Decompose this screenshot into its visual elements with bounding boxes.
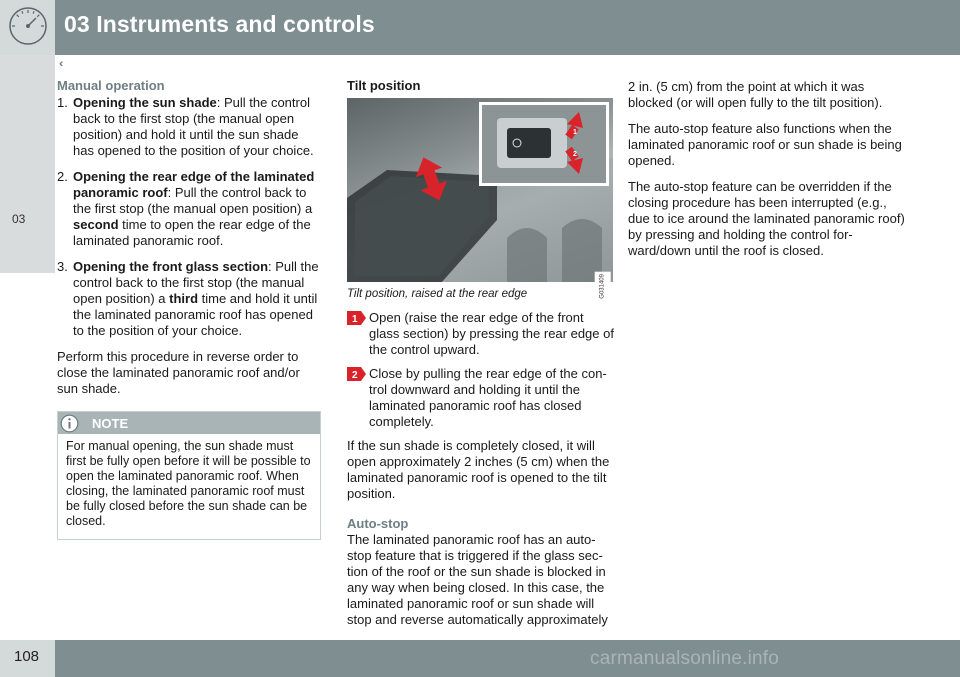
callout-2-icon [347,367,366,381]
column-manual-operation [57,78,319,540]
step-number: 3. [57,259,68,274]
callout-text: Open (raise the rear edge of the front glass section) by pressing the rear edge of the control upward. [369,310,614,357]
page-number: 108 [14,648,40,665]
figure-caption: Tilt position, raised at the rear edge [347,288,528,300]
step-text: : Pull the control back to the first stop (the manual open position) and hold it until the sun shade has opened to the position of your choice. [73,95,314,158]
svg-text:2: 2 [573,151,577,158]
step-number: 2. [57,169,68,184]
step-text: time to open the rear edge of the laminated panoramic roof. [73,217,311,248]
callout-item [347,366,615,430]
continued-paragraph: 2 in. (5 cm) from the point at which it was blocked (or will open fully to the tilt position). [628,79,883,110]
override-paragraph: The auto-stop feature can be overridden if the closing procedure has been interrupted (e.g., due to ice around the laminated panoramic roof) by pressing and holding the control for-ward/down until the roof is closed. [628,179,905,258]
note-label: NOTE [92,416,129,431]
autostop-opening-paragraph: The auto-stop feature also functions when the laminated panoramic roof or sun shade is being opened. [628,121,902,168]
chapter-sidebar [0,55,55,273]
step-title: Opening the front glass section [73,259,269,274]
steps-list [57,95,319,339]
step-text: : Pull the control back to the first stop (the manual open position) a [73,259,319,306]
list-item [57,95,319,159]
step-title: Opening the rear edge of the laminated panoramic roof [73,169,315,200]
heading-manual-operation: Manual operation [57,78,165,93]
heading-auto-stop: Auto-stop [347,516,409,531]
roof-illustration [347,98,613,282]
svg-text:2: 2 [352,370,358,381]
autostop-paragraph: The laminated panoramic roof has an auto-stop feature that is triggered if the glass sec-tion of the roof or the sun shade is blocked in any way when being closed. In this case, the laminated panoramic roof or sun shade will stop and reverse automatically approximately [347,532,608,627]
step-text: : Pull the control back to the first stop (the manual open position) a [73,185,313,216]
callout-text: Close by pulling the rear edge of the con-trol downward and holding it until the laminated panoramic roof has closed completely. [369,366,607,429]
info-icon [60,414,79,433]
page-footer [0,640,960,677]
sidebar-chapter-number: 03 [12,212,26,226]
back-nav-link[interactable]: ‹‹ [59,58,61,70]
column-tilt-position [347,78,615,638]
watermark: carmanualsonline.info [590,648,780,669]
header-icon-tab [0,0,55,55]
note-text: For manual opening, the sun shade must first be fully open before it will be possible to open the laminated panoramic roof. When closing, the laminated panoramic roof must be fully closed before the sun shade can be closed. [66,439,311,528]
step-text: time and hold it until the laminated panoramic roof has opened to the position of your choice. [73,291,318,338]
callout-1-icon [347,311,366,325]
reverse-procedure-paragraph: Perform this procedure in reverse order to close the laminated panoramic roof and/or sun shade. [57,349,300,396]
note-header [58,412,320,434]
note-box [57,411,321,540]
step-title: Opening the sun shade [73,95,217,110]
list-item [57,169,319,249]
chapter-title: 03 Instruments and controls [64,11,375,37]
svg-text:1: 1 [352,314,358,325]
column-continued [628,79,912,269]
step-emphasis: third [169,291,199,306]
list-item [57,259,319,339]
step-emphasis: second [73,217,119,232]
figure-code: G031409 [595,272,611,301]
svg-text:1: 1 [573,129,577,136]
gauge-icon [7,5,49,47]
step-number: 1. [57,95,68,110]
tilt-paragraph: If the sun shade is completely closed, it will open approximately 2 inches (5 cm) when the laminated panoramic roof is opened to the tilt position. [347,438,610,501]
heading-tilt-position: Tilt position [347,78,421,93]
callout-item [347,310,615,358]
sidebar-lower [0,273,55,640]
